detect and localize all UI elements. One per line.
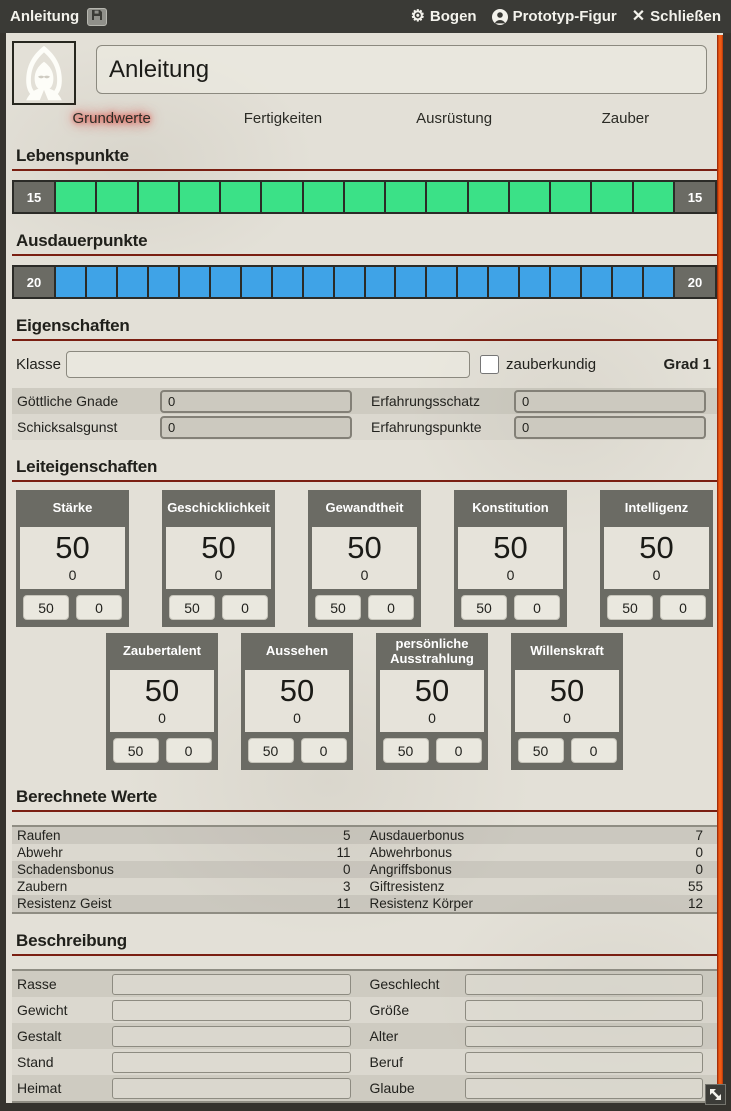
attribute-base-input[interactable] (461, 595, 507, 620)
ausdauerpunkte-max-right: 20 (675, 267, 715, 297)
lebenspunkte-max-right: 15 (675, 182, 715, 212)
character-name-input[interactable] (96, 45, 707, 94)
attribute-mod-input[interactable] (436, 738, 482, 763)
attribute-card-body (110, 670, 214, 732)
bar-segment[interactable] (549, 267, 580, 297)
bar-segment[interactable] (343, 182, 384, 212)
bar-segment[interactable] (425, 182, 466, 212)
floppy-disk-icon (91, 8, 103, 26)
attribute-base-input[interactable] (315, 595, 361, 620)
attribute-value: 50 (493, 530, 528, 565)
tab-grundwerte[interactable]: Grundwerte (72, 110, 151, 127)
calc-row (12, 878, 717, 895)
attribute-value: 50 (639, 530, 674, 565)
attribute-value: 50 (347, 530, 382, 565)
desc-label: Alter (369, 1028, 399, 1044)
desc-label: Geschlecht (369, 976, 440, 992)
attribute-card-inputs (308, 589, 421, 622)
bar-segment[interactable] (611, 267, 642, 297)
bogen-menu-label: Bogen (429, 8, 477, 25)
calc-label: Schadensbonus (17, 862, 114, 877)
attribute-card-title: persönliche Ausstrahlung (390, 635, 474, 666)
attribute-card-body (245, 670, 349, 732)
desc-input[interactable] (465, 1026, 704, 1047)
table-row (12, 414, 717, 440)
calc-label: Giftresistenz (369, 879, 445, 894)
schicksalsgunst-input[interactable] (160, 416, 352, 439)
section-title-ausdauerpunkte: Ausdauerpunkte (12, 231, 717, 256)
attribute-value: 50 (279, 673, 315, 708)
desc-label: Größe (369, 1002, 410, 1018)
lebenspunkte-max-left: 15 (14, 182, 54, 212)
attribute-bonus: 0 (68, 567, 77, 583)
desc-row (12, 1075, 717, 1101)
bar-segment[interactable] (487, 267, 518, 297)
grad-value: Grad 1 (663, 356, 711, 373)
bar-segment[interactable] (116, 267, 147, 297)
ausdauerpunkte-cells (54, 267, 675, 297)
attribute-card-inputs (241, 732, 353, 765)
character-avatar[interactable] (12, 41, 76, 105)
bar-segment[interactable] (456, 267, 487, 297)
hooded-figure-icon (14, 90, 74, 107)
attribute-card (308, 490, 421, 627)
attribute-value: 50 (55, 530, 90, 565)
attribute-card-title: Geschicklichkeit (167, 500, 270, 516)
erfahrungsschatz-input[interactable] (514, 390, 706, 413)
tab-ausruestung[interactable]: Ausrüstung (416, 110, 493, 127)
calc-value: 55 (687, 879, 703, 894)
close-icon: ✕ (631, 7, 646, 25)
attribute-value: 50 (144, 673, 180, 708)
desc-input[interactable] (112, 1000, 351, 1021)
attribute-card-inputs (106, 732, 218, 765)
bar-segment[interactable] (384, 182, 425, 212)
erfahrungspunkte-input[interactable] (514, 416, 706, 439)
attribute-card (16, 490, 129, 627)
prototype-figure-menu-button[interactable] (492, 8, 617, 25)
section-title-lebenspunkte: Lebenspunkte (12, 146, 717, 171)
bar-segment[interactable] (178, 182, 219, 212)
attribute-card-inputs (162, 589, 275, 622)
bar-segment[interactable] (260, 182, 301, 212)
tab-fertigkeiten[interactable]: Fertigkeiten (243, 110, 323, 127)
calc-value: 3 (342, 879, 351, 894)
tab-bar (26, 108, 711, 129)
attribute-card-body (458, 527, 563, 589)
vertical-scrollbar[interactable] (717, 35, 723, 1105)
desc-row (12, 997, 717, 1023)
attribute-mod-input[interactable] (166, 738, 212, 763)
attribute-card-inputs (511, 732, 623, 765)
attribute-card-title: Gewandtheit (325, 500, 404, 516)
attribute-card-title: Stärke (52, 500, 93, 516)
table-row (12, 388, 717, 414)
bar-segment[interactable] (364, 267, 395, 297)
klasse-label: Klasse (16, 356, 62, 373)
bar-segment[interactable] (642, 267, 675, 297)
desc-input[interactable] (465, 1052, 704, 1073)
tab-zauber[interactable]: Zauber (601, 110, 650, 127)
section-title-eigenschaften: Eigenschaften (12, 316, 717, 341)
erfahrungspunkte-label: Erfahrungspunkte (371, 419, 482, 435)
attribute-card (600, 490, 713, 627)
desc-input[interactable] (465, 1000, 704, 1021)
bar-segment[interactable] (632, 182, 675, 212)
attribute-card-body (380, 670, 484, 732)
calc-label: Abwehr (17, 845, 63, 860)
schicksalsgunst-label: Schicksalsgunst (17, 419, 118, 435)
attribute-value: 50 (414, 673, 450, 708)
desc-label: Glaube (369, 1080, 415, 1096)
goettliche-gnade-label: Göttliche Gnade (17, 393, 119, 409)
desc-label: Heimat (17, 1080, 62, 1096)
bar-segment[interactable] (240, 267, 271, 297)
attribute-base-input[interactable] (113, 738, 159, 763)
attribute-mod-input[interactable] (368, 595, 414, 620)
desc-input[interactable] (112, 974, 351, 995)
attribute-card-body (166, 527, 271, 589)
attribute-card (454, 490, 567, 627)
klasse-input[interactable] (66, 351, 470, 378)
attribute-mod-input[interactable] (660, 595, 706, 620)
attribute-base-input[interactable] (607, 595, 653, 620)
attribute-bonus: 0 (652, 567, 661, 583)
attribute-card-title: Aussehen (265, 643, 329, 659)
attribute-card-title: Konstitution (472, 500, 549, 516)
lebenspunkte-bar (12, 180, 717, 214)
goettliche-gnade-input[interactable] (160, 390, 352, 413)
eigenschaften-table (12, 388, 717, 440)
attribute-bonus: 0 (214, 567, 223, 583)
section-title-berechnete-werte: Berechnete Werte (12, 787, 717, 812)
ausdauerpunkte-bar (12, 265, 717, 299)
attribute-card (376, 633, 488, 770)
calc-value: 0 (695, 862, 703, 877)
bar-segment[interactable] (590, 182, 631, 212)
attribute-value: 50 (201, 530, 236, 565)
close-button-label: Schließen (650, 8, 721, 25)
attribute-mod-input[interactable] (222, 595, 268, 620)
bar-segment[interactable] (137, 182, 178, 212)
calc-value: 0 (342, 862, 351, 877)
attribute-bonus: 0 (428, 710, 436, 726)
attribute-bonus: 0 (293, 710, 301, 726)
calc-value: 5 (342, 828, 351, 843)
calc-label: Zaubern (17, 879, 68, 894)
section-title-beschreibung: Beschreibung (12, 931, 717, 956)
calc-value: 11 (336, 896, 351, 911)
attribute-mod-input[interactable] (514, 595, 560, 620)
calc-row (12, 844, 717, 861)
calc-row (12, 827, 717, 844)
character-header (12, 41, 717, 105)
bar-segment[interactable] (178, 267, 209, 297)
klasse-row (12, 351, 717, 378)
bar-segment[interactable] (54, 182, 95, 212)
desc-row (12, 971, 717, 997)
close-button[interactable] (632, 8, 721, 25)
calc-label: Resistenz Geist (17, 896, 112, 911)
attribute-base-input[interactable] (169, 595, 215, 620)
bar-segment[interactable] (85, 267, 116, 297)
save-button[interactable] (87, 8, 107, 26)
attribute-card-title: Willenskraft (530, 643, 604, 659)
character-sheet-page (6, 33, 723, 1103)
attribute-mod-input[interactable] (76, 595, 122, 620)
bar-segment[interactable] (302, 267, 333, 297)
bogen-menu-button[interactable] (411, 8, 477, 25)
bar-segment[interactable] (302, 182, 343, 212)
calc-label: Resistenz Körper (369, 896, 474, 911)
attribute-card-title: Intelligenz (624, 500, 689, 516)
bar-segment[interactable] (333, 267, 364, 297)
attribute-card (106, 633, 218, 770)
attribute-card (511, 633, 623, 770)
attribute-card-body (515, 670, 619, 732)
erfahrungsschatz-label: Erfahrungsschatz (371, 393, 480, 409)
attribute-card-body (312, 527, 417, 589)
calc-value: 0 (695, 845, 703, 860)
bar-segment[interactable] (54, 267, 85, 297)
berechnete-werte-table (12, 825, 717, 914)
desc-input[interactable] (112, 1052, 351, 1073)
calc-value: 12 (687, 896, 703, 911)
bar-segment[interactable] (549, 182, 590, 212)
bar-segment[interactable] (147, 267, 178, 297)
attribute-card-inputs (16, 589, 129, 622)
leiteigenschaften-row-1 (16, 490, 713, 627)
zauberkundig-label: zauberkundig (506, 356, 597, 373)
bar-segment[interactable] (219, 182, 260, 212)
calc-label: Raufen (17, 828, 61, 843)
beschreibung-table (12, 969, 717, 1103)
bar-segment[interactable] (394, 267, 425, 297)
desc-label: Stand (17, 1054, 54, 1070)
desc-input[interactable] (112, 1026, 351, 1047)
titlebar-menu (411, 8, 721, 25)
attribute-card-title: Zaubertalent (122, 643, 201, 659)
attribute-bonus: 0 (158, 710, 166, 726)
attribute-bonus: 0 (360, 567, 369, 583)
section-title-leiteigenschaften: Leiteigenschaften (12, 457, 717, 482)
bar-segment[interactable] (95, 182, 136, 212)
attribute-mod-input[interactable] (571, 738, 617, 763)
window-title: Anleitung (10, 8, 80, 25)
calc-row (12, 895, 717, 912)
resize-handle[interactable] (705, 1084, 726, 1105)
bar-segment[interactable] (508, 182, 549, 212)
attribute-card-inputs (454, 589, 567, 622)
desc-row (12, 1049, 717, 1075)
bar-segment[interactable] (271, 267, 302, 297)
desc-label: Rasse (17, 976, 57, 992)
attribute-bonus: 0 (506, 567, 515, 583)
attribute-base-input[interactable] (248, 738, 294, 763)
desc-input[interactable] (465, 1078, 704, 1099)
attribute-card (241, 633, 353, 770)
attribute-card-inputs (600, 589, 713, 622)
titlebar (0, 0, 731, 33)
desc-label: Gestalt (17, 1028, 62, 1044)
bar-segment[interactable] (518, 267, 549, 297)
calc-row (12, 861, 717, 878)
bar-segment[interactable] (425, 267, 456, 297)
attribute-base-input[interactable] (518, 738, 564, 763)
bar-segment[interactable] (209, 267, 240, 297)
calc-label: Abwehrbonus (369, 845, 453, 860)
resize-diagonal-icon (708, 1087, 723, 1102)
user-icon (492, 9, 508, 25)
bar-segment[interactable] (467, 182, 508, 212)
calc-label: Angriffsbonus (369, 862, 452, 877)
zauberkundig-checkbox[interactable] (480, 355, 499, 374)
calc-label: Ausdauerbonus (369, 828, 465, 843)
lebenspunkte-cells (54, 182, 675, 212)
attribute-mod-input[interactable] (301, 738, 347, 763)
leiteigenschaften-row-2 (16, 633, 713, 770)
attribute-base-input[interactable] (23, 595, 69, 620)
gear-icon: ⚙ (410, 7, 425, 25)
desc-row (12, 1023, 717, 1049)
attribute-base-input[interactable] (383, 738, 429, 763)
ausdauerpunkte-max-left: 20 (14, 267, 54, 297)
calc-value: 7 (695, 828, 703, 843)
attribute-card-body (604, 527, 709, 589)
desc-label: Beruf (369, 1054, 403, 1070)
attribute-card-body (20, 527, 125, 589)
attribute-card-inputs (376, 732, 488, 765)
desc-label: Gewicht (17, 1002, 68, 1018)
attribute-bonus: 0 (563, 710, 571, 726)
attribute-card (162, 490, 275, 627)
prototype-figure-menu-label: Prototyp-Figur (512, 8, 617, 25)
bar-segment[interactable] (580, 267, 611, 297)
desc-input[interactable] (112, 1078, 351, 1099)
desc-input[interactable] (465, 974, 704, 995)
calc-value: 11 (336, 845, 351, 860)
attribute-value: 50 (549, 673, 585, 708)
